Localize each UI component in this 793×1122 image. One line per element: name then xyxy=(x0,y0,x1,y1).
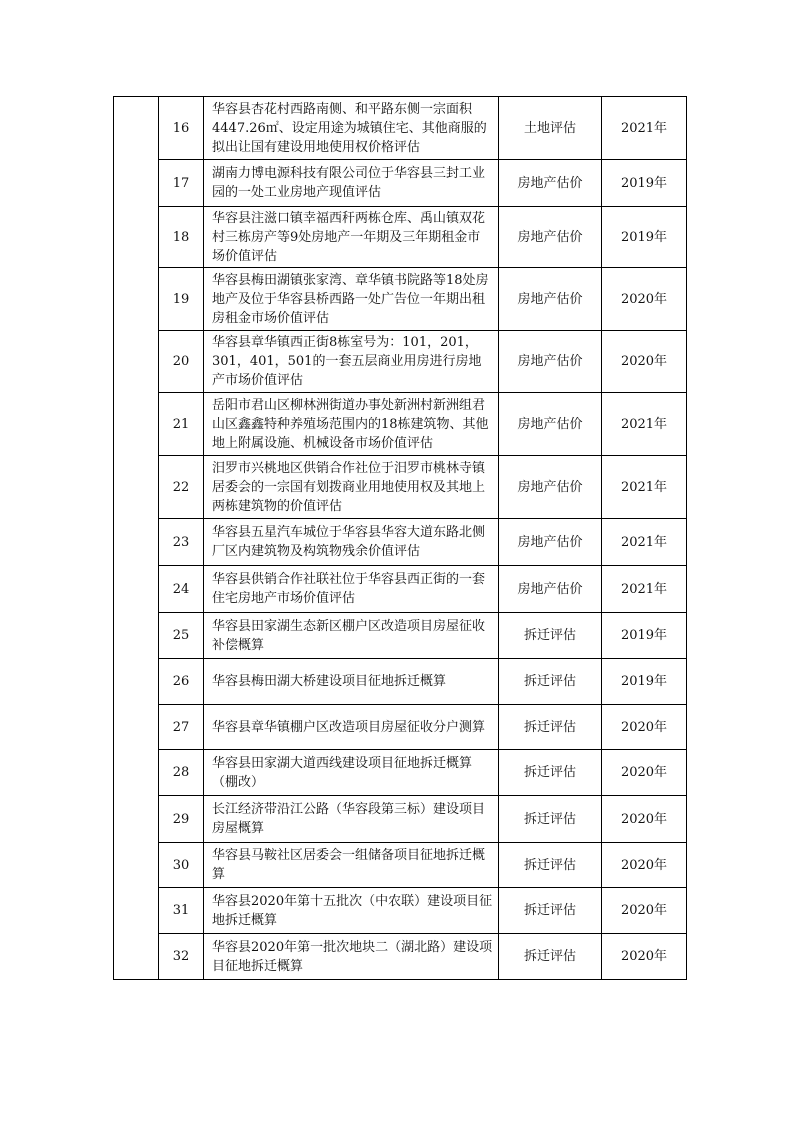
assessment-type: 拆迁评估 xyxy=(499,843,602,888)
assessment-type: 土地评估 xyxy=(499,97,602,160)
project-description: 华容县2020年第一批次地块二（湖北路）建设项目征地拆迁概算 xyxy=(204,934,499,980)
table-row xyxy=(114,160,687,207)
project-description: 汨罗市兴桃地区供销合作社位于汨罗市桃林寺镇居委会的一宗国有划拨商业用地使用权及其地上两栋建筑物的价值评估 xyxy=(204,456,499,519)
assessment-type: 拆迁评估 xyxy=(499,934,602,980)
project-description: 湖南力博电源科技有限公司位于华容县三封工业园的一处工业房地产现值评估 xyxy=(204,160,499,207)
project-description: 华容县章华镇西正街8栋室号为：101，201，301，401，501的一套五层商业用房进行房地产市场价值评估 xyxy=(204,331,499,393)
table-row xyxy=(114,519,687,566)
merged-category-cell xyxy=(114,97,159,980)
project-year: 2020年 xyxy=(602,705,687,750)
project-year: 2019年 xyxy=(602,207,687,268)
assessment-type: 拆迁评估 xyxy=(499,750,602,796)
row-number: 21 xyxy=(159,393,204,456)
table-row xyxy=(114,613,687,659)
table-row xyxy=(114,97,687,160)
assessment-type: 房地产估价 xyxy=(499,519,602,566)
project-description: 华容县田家湖大道西线建设项目征地拆迁概算（棚改） xyxy=(204,750,499,796)
table-row xyxy=(114,393,687,456)
project-year: 2020年 xyxy=(602,934,687,980)
project-description: 华容县梅田湖大桥建设项目征地拆迁概算 xyxy=(204,659,499,705)
assessment-type: 房地产估价 xyxy=(499,456,602,519)
project-description: 岳阳市君山区柳林洲街道办事处新洲村新洲组君山区鑫鑫特种养殖场范围内的18栋建筑物、其他地上附属设施、机械设备市场价值评估 xyxy=(204,393,499,456)
project-description: 华容县五星汽车城位于华容县华容大道东路北侧厂区内建筑物及构筑物残余价值评估 xyxy=(204,519,499,566)
project-description: 长江经济带沿江公路（华容段第三标）建设项目房屋概算 xyxy=(204,796,499,843)
project-description: 华容县田家湖生态新区棚户区改造项目房屋征收补偿概算 xyxy=(204,613,499,659)
assessment-type: 房地产估价 xyxy=(499,566,602,613)
assessment-type: 房地产估价 xyxy=(499,393,602,456)
row-number: 30 xyxy=(159,843,204,888)
project-year: 2020年 xyxy=(602,796,687,843)
row-number: 18 xyxy=(159,207,204,268)
project-year: 2020年 xyxy=(602,268,687,331)
table-row xyxy=(114,888,687,934)
row-number: 23 xyxy=(159,519,204,566)
project-description: 华容县梅田湖镇张家湾、章华镇书院路等18处房地产及位于华容县桥西路一处广告位一年期出租房租金市场价值评估 xyxy=(204,268,499,331)
project-description: 华容县供销合作社联社位于华容县西正街的一套住宅房地产市场价值评估 xyxy=(204,566,499,613)
project-year: 2019年 xyxy=(602,613,687,659)
project-table xyxy=(113,96,687,980)
project-year: 2021年 xyxy=(602,393,687,456)
assessment-type: 房地产估价 xyxy=(499,160,602,207)
project-year: 2021年 xyxy=(602,456,687,519)
project-year: 2020年 xyxy=(602,843,687,888)
row-number: 29 xyxy=(159,796,204,843)
project-year: 2019年 xyxy=(602,659,687,705)
table-row xyxy=(114,207,687,268)
project-description: 华容县注滋口镇幸福西秆两栋仓库、禹山镇双花村三栋房产等9处房地产一年期及三年期租金市场价值评估 xyxy=(204,207,499,268)
assessment-type: 拆迁评估 xyxy=(499,613,602,659)
table-row xyxy=(114,934,687,980)
table-row xyxy=(114,268,687,331)
row-number: 24 xyxy=(159,566,204,613)
project-year: 2020年 xyxy=(602,750,687,796)
table-row xyxy=(114,456,687,519)
assessment-type: 房地产估价 xyxy=(499,207,602,268)
row-number: 27 xyxy=(159,705,204,750)
project-year: 2020年 xyxy=(602,888,687,934)
assessment-type: 拆迁评估 xyxy=(499,659,602,705)
row-number: 28 xyxy=(159,750,204,796)
table-row xyxy=(114,843,687,888)
assessment-type: 拆迁评估 xyxy=(499,888,602,934)
project-year: 2019年 xyxy=(602,160,687,207)
assessment-type: 房地产估价 xyxy=(499,268,602,331)
project-year: 2021年 xyxy=(602,566,687,613)
table-row xyxy=(114,566,687,613)
table-row xyxy=(114,659,687,705)
row-number: 31 xyxy=(159,888,204,934)
row-number: 26 xyxy=(159,659,204,705)
assessment-type: 拆迁评估 xyxy=(499,705,602,750)
project-year: 2020年 xyxy=(602,331,687,393)
project-description: 华容县杏花村西路南侧、和平路东侧一宗面积4447.26㎡、设定用途为城镇住宅、其他商服的拟出让国有建设用地使用权价格评估 xyxy=(204,97,499,160)
row-number: 17 xyxy=(159,160,204,207)
project-year: 2021年 xyxy=(602,97,687,160)
row-number: 25 xyxy=(159,613,204,659)
row-number: 22 xyxy=(159,456,204,519)
project-description: 华容县马鞍社区居委会一组储备项目征地拆迁概算 xyxy=(204,843,499,888)
assessment-type: 房地产估价 xyxy=(499,331,602,393)
row-number: 16 xyxy=(159,97,204,160)
table-body xyxy=(114,97,687,980)
project-description: 华容县章华镇棚户区改造项目房屋征收分户测算 xyxy=(204,705,499,750)
row-number: 32 xyxy=(159,934,204,980)
table-row xyxy=(114,331,687,393)
row-number: 20 xyxy=(159,331,204,393)
table-row xyxy=(114,750,687,796)
table-row xyxy=(114,796,687,843)
project-year: 2021年 xyxy=(602,519,687,566)
row-number: 19 xyxy=(159,268,204,331)
project-description: 华容县2020年第十五批次（中农联）建设项目征地拆迁概算 xyxy=(204,888,499,934)
table-row xyxy=(114,705,687,750)
assessment-type: 拆迁评估 xyxy=(499,796,602,843)
